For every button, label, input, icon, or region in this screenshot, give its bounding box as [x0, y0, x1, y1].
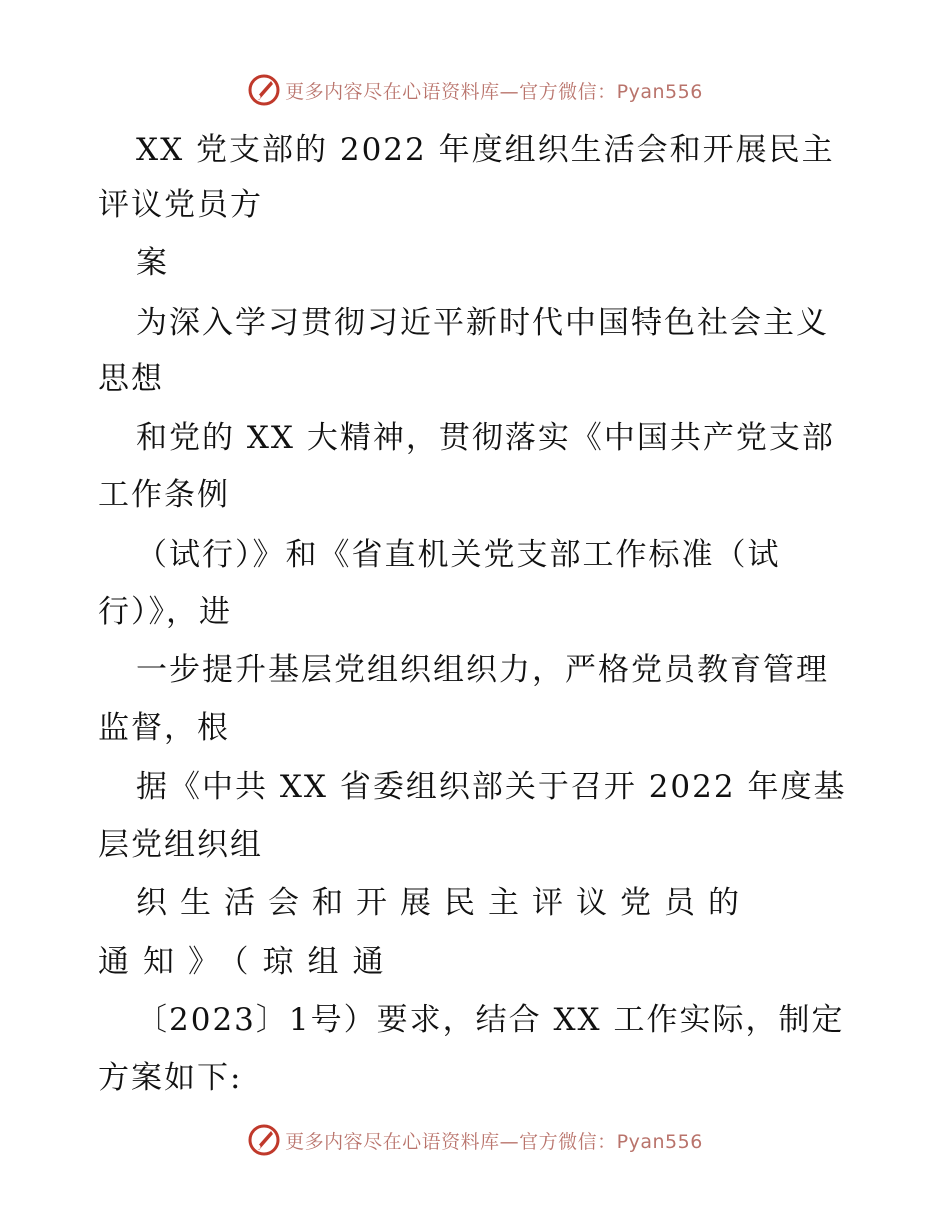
- paragraph-line: 一步提升基层党组织组织力，严格党员教育管理: [136, 652, 829, 688]
- paragraph-line: 据《中共 XX 省委组织部关于召开 2022 年度基: [136, 769, 847, 805]
- watermark-text: 更多内容尽在心语资料库—官方微信：Pyan556: [285, 80, 703, 103]
- watermark-text: 更多内容尽在心语资料库—官方微信：Pyan556: [285, 1130, 703, 1153]
- title-line-3: 案: [136, 245, 169, 281]
- paragraph-line: 为深入学习贯彻习近平新时代中国特色社会主义: [136, 305, 829, 341]
- paragraph-line: 通知》（琼组通: [98, 944, 398, 980]
- paragraph-line: 方案如下:: [98, 1060, 243, 1096]
- quill-logo-icon: [247, 1123, 281, 1157]
- paragraph-line: 监督，根: [98, 710, 230, 746]
- title-line-2: 评议党员方: [98, 187, 263, 223]
- paragraph-line: 行）》，进: [98, 594, 232, 630]
- paragraph-line: （试行）》和《省直机关党支部工作标准（试: [136, 537, 781, 573]
- paragraph-line: 〔2023〕1号）要求，结合 XX 工作实际，制定: [136, 1002, 845, 1038]
- title-line-1: XX 党支部的 2022 年度组织生活会和开展民主: [136, 132, 835, 168]
- paragraph-line: 和党的 XX 大精神，贯彻落实《中国共产党支部: [136, 420, 835, 456]
- paragraph-line: 织生活会和开展民主评议党员的: [136, 885, 752, 921]
- footer-watermark: [0, 1120, 950, 1160]
- paragraph-line: 工作条例: [98, 477, 230, 513]
- paragraph-line: 思想: [98, 361, 164, 397]
- paragraph-line: 层党组织组: [98, 827, 263, 863]
